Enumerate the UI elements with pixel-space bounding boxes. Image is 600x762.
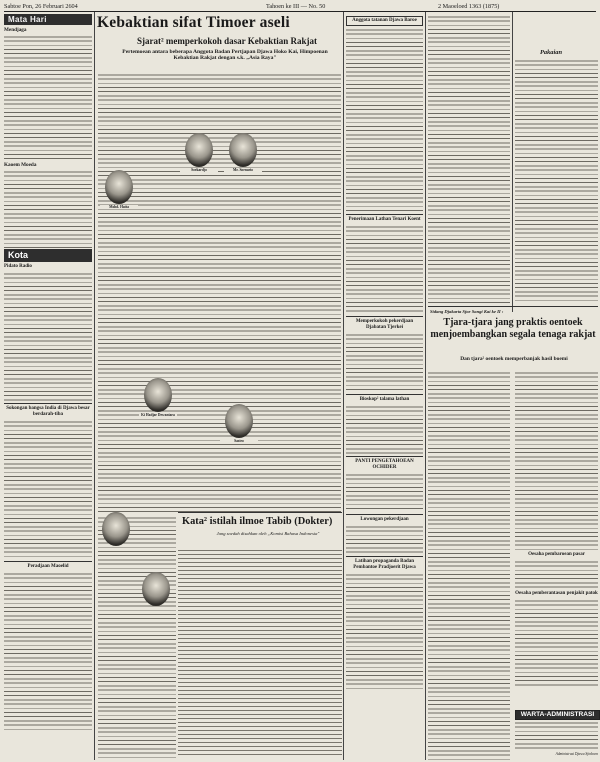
tjara-headline: Tjara-tjara jang praktis oentoek menjoembangkan segala tenaga rakjat	[430, 317, 596, 340]
section-heading: Anggota tatanan Djawa Baroe	[346, 16, 423, 26]
column-divider	[425, 12, 426, 760]
kota-banner: Kota	[4, 249, 92, 262]
column-divider	[94, 12, 95, 760]
warta-signature: Administrasi Djawa Sjinboen	[555, 752, 598, 756]
body-text	[346, 332, 423, 392]
divider	[346, 456, 423, 457]
body-text	[515, 559, 598, 589]
divider	[346, 556, 423, 557]
photo-caption: Mohd. Hatta	[100, 205, 138, 209]
masthead-issue: Tahoen ke III — No. 50	[266, 3, 326, 10]
divider	[4, 403, 92, 404]
glossary-table	[178, 548, 342, 758]
body-text	[515, 598, 598, 688]
section-heading: PANTI PENGETAHOEAN OCHIDER	[355, 459, 414, 470]
portrait-photo	[142, 572, 170, 606]
warta-body	[515, 720, 598, 750]
masthead-hijri-date: 2 Maoeloed 1363 (1875)	[438, 3, 500, 10]
section-heading: Oesaha pembaroean pasar	[528, 552, 585, 557]
photo-caption: Sastro	[220, 439, 258, 443]
body-text	[346, 472, 423, 512]
body-text	[346, 404, 423, 454]
portrait-photo	[105, 170, 133, 204]
portrait-photo	[225, 404, 253, 438]
mata-hari-banner: Mata Hari	[4, 14, 92, 25]
kata-istilah-headline: Kata² istilah ilmoe Tabib (Dokter)	[182, 516, 333, 527]
section-heading: Oesaha pemberantasan penjakit patok	[515, 591, 598, 596]
divider	[178, 512, 342, 513]
section-heading: Pidato Radio	[4, 264, 32, 269]
column-divider	[343, 12, 344, 760]
divider	[346, 514, 423, 515]
section-heading: Bioskop² talama lathan	[359, 397, 410, 402]
portrait-photo	[144, 378, 172, 412]
main-article-body	[98, 72, 341, 512]
column-six-upper	[515, 58, 598, 304]
section-heading: Dan tjara² oentoek memperbanjak hasil boemi	[460, 356, 568, 362]
column-four	[346, 14, 423, 760]
masthead	[4, 2, 596, 12]
column-left	[4, 14, 92, 760]
column-five-upper	[428, 14, 510, 304]
section-heading: Mendjaga	[4, 27, 27, 33]
pakaian-heading: Pakaian	[540, 49, 563, 56]
divider	[346, 214, 423, 215]
column-six-lower	[515, 370, 598, 708]
body-text	[346, 572, 423, 692]
photo-caption: Ki Hadjar Dewantara	[139, 413, 177, 417]
body-text	[4, 34, 92, 160]
divider	[428, 306, 598, 307]
body-text	[4, 419, 92, 559]
kata-istilah-subheadline: Jang soedah disahkan oleh „Komisi Bahasa Indonesia"	[216, 531, 320, 536]
section-heading: Latihan propaganda Badan Pembantoe Pradjoerit Djawa	[353, 559, 416, 570]
portrait-photo	[185, 133, 213, 167]
body-text	[4, 271, 92, 401]
divider	[4, 561, 92, 562]
body-text	[4, 571, 92, 731]
main-article-lower-body	[98, 515, 176, 759]
divider	[346, 394, 423, 395]
body-text	[346, 27, 423, 212]
section-heading: Sokongan bangsa India di Djawa besar berdarah-tiba	[6, 406, 90, 417]
column-five-lower	[428, 370, 510, 760]
main-subheadline: Sjarat² memperkokoh dasar Kebaktian Rakjat	[136, 36, 318, 46]
section-heading: Memperkokoh pekerdjaan Djabatan Tjerkei	[355, 319, 414, 330]
body-text	[346, 524, 423, 554]
section-heading: Penerimaan Lathan Tenari Koent	[348, 217, 421, 222]
masthead-date: Sabtoe Pon, 26 Februari 2604	[4, 3, 78, 10]
portrait-photo	[229, 133, 257, 167]
main-headline: Kebaktian sifat Timoer aseli	[97, 14, 290, 31]
section-heading: Peradjaan Maoelid	[27, 564, 69, 569]
photo-caption: Mr. Soenario	[224, 168, 262, 172]
photo-caption: Soekardjo	[180, 168, 218, 172]
body-text	[4, 169, 92, 249]
column-divider	[512, 12, 513, 312]
series-label: Sidang Djakarta Sjoe Sangi Kai ke II :	[430, 309, 504, 314]
body-text	[346, 224, 423, 314]
section-heading: Lowongan pekerdjaan	[360, 517, 409, 522]
portrait-photo	[102, 512, 130, 546]
main-deck: Pertemoean antara beberapa Anggota Badan Pertjapan Djawa Hoko Kai, Himpoenan Kebaktian Rakjat dengan s.k. „Asia Raya"	[122, 49, 328, 62]
body-text	[515, 370, 598, 550]
divider	[346, 316, 423, 317]
section-heading: Kaoem Moeda	[4, 162, 37, 168]
warta-administrasi-box: WARTA-ADMINISTRASI	[515, 710, 600, 720]
